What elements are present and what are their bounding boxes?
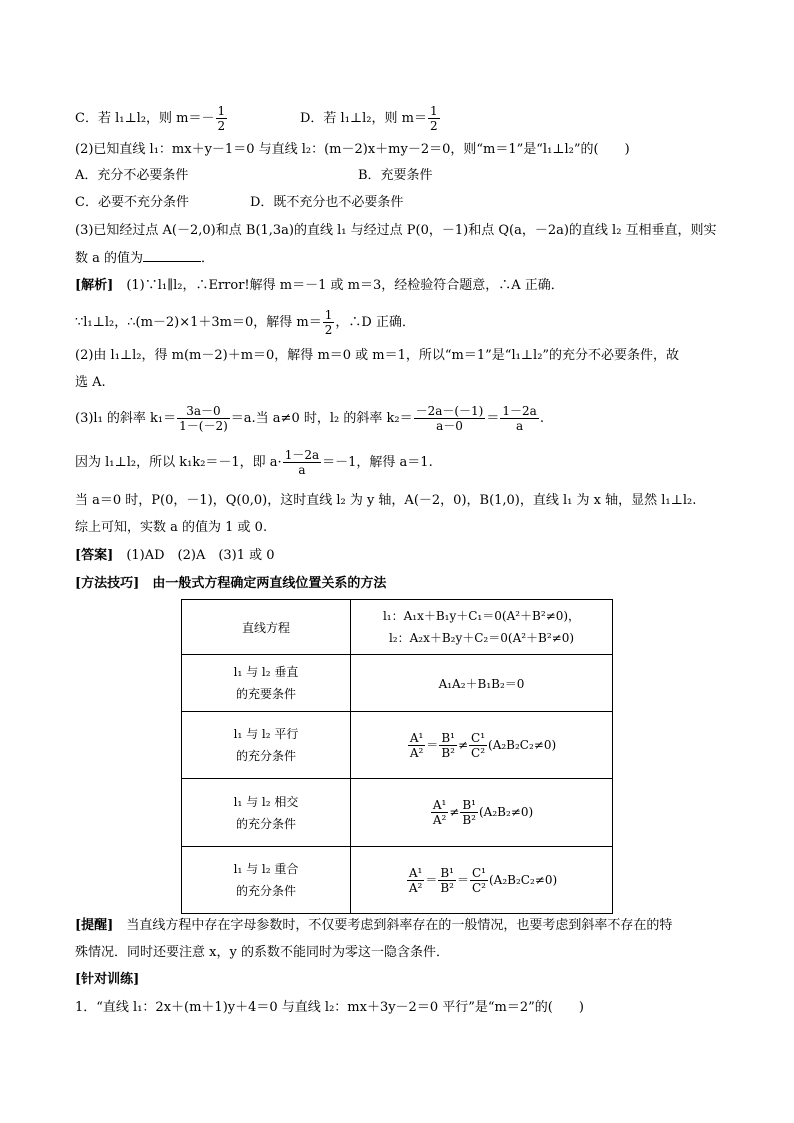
analysis-line-8: 综上可知，实数 a 的值为 1 或 0. (75, 520, 268, 535)
q1-option-d-fraction: $\frac{1}{2}$ (429, 104, 438, 133)
analysis-line-3: (2)由 l₁⊥l₂，得 m(m－2)＋m＝0，解得 m＝0 或 m＝1，所以“m＝1”是“l₁⊥l₂”的充分不必要条件，故 (75, 348, 680, 363)
q1-option-c-text: C．若 l₁⊥l₂，则 m＝－ (75, 111, 215, 126)
q2-option-a: A．充分不必要条件 (75, 168, 189, 183)
practice-question-1: 1．“直线 l₁：2x＋(m＋1)y＋4＝0 与直线 l₂：mx＋3y－2＝0 平行”是“m＝2”的( ) (75, 1000, 584, 1015)
q2-option-b: B．充要条件 (358, 168, 433, 183)
q3-stem-line1: (3)已知经过点 A(－2,0)和点 B(1,3a)的直线 l₁ 与经过点 P(0，－1)和点 Q(a，－2a)的直线 l₂ 互相垂直，则实 (75, 223, 717, 238)
q1-option-c-fraction: $\frac{1}{2}$ (217, 104, 226, 133)
analysis-line-4: 选 A. (75, 375, 106, 390)
answer-blank (143, 249, 201, 262)
q2-option-c: C．必要不充分条件 (75, 195, 189, 210)
table-header-row (182, 600, 613, 655)
analysis-line-5: (3)l₁ 的斜率 k₁＝ $\frac{3a-0}{1-(-2)}$ ＝a.当 a≠0 时，l₂ 的斜率 k₂＝ $\frac{-2a-(-1)}{a-0}$ ＝ $\frac{1-2a}{a}$ . (75, 404, 544, 433)
table-header-right: l₁：A₁x＋B₁y＋C₁＝0(A²＋B²≠0)， l₂：A₂x＋B₂y＋C₂＝0(A²＋B²≠0) (351, 600, 613, 655)
tip-tag: [提醒] (75, 918, 114, 933)
method-heading: [方法技巧] 由一般式方程确定两直线位置关系的方法 (75, 576, 387, 591)
analysis-tag: [解析] (75, 278, 114, 293)
answer-line: [答案] (1)AD (2)A (3)1 或 0 (75, 548, 275, 563)
analysis-line-2: ∵l₁⊥l₂，∴(m－2)×1＋3m＝0，解得 m＝ $\frac{1}{2}$ ，∴D 正确． (75, 308, 415, 337)
table-row: l₁ 与 l₂ 重合 的充分条件 $\frac{\text{A¹}}{\text{A²}}$ ＝ $\frac{\text{B¹}}{\text{B²}}$ ＝ $\frac{\text{C¹}}{\text{C²}}$ (A₂B₂C₂≠0) (182, 847, 613, 914)
analysis-line-1: [解析] (1)∵l₁∥l₂，∴Error!解得 m＝－1 或 m＝3，经检验符合题意，∴A 正确． (75, 278, 564, 293)
tip-line-1: [提醒] 当直线方程中存在字母参数时，不仅要考虑到斜率存在的一般情况，也要考虑到斜率不存在的特 (75, 918, 673, 933)
q2-option-d: D．既不充分也不必要条件 (250, 195, 404, 210)
answer-tag: [答案] (75, 548, 114, 563)
q2-stem: (2)已知直线 l₁：mx＋y－1＝0 与直线 l₂：(m－2)x＋my－2＝0，则“m＝1”是“l₁⊥l₂”的( ) (75, 142, 630, 157)
q1-option-c (75, 104, 228, 133)
analysis-line-7: 当 a＝0 时，P(0，－1)，Q(0,0)，这时直线 l₂ 为 y 轴，A(－2，0)，B(1,0)，直线 l₁ 为 x 轴，显然 l₁⊥l₂. (75, 493, 697, 508)
practice-heading: [针对训练] (75, 972, 140, 987)
table-header-left: 直线方程 (182, 600, 351, 655)
relation-table (181, 599, 613, 914)
q1-option-d (300, 104, 441, 133)
table-row: l₁ 与 l₂ 垂直 的充要条件 A₁A₂＋B₁B₂＝0 (182, 655, 613, 712)
q3-stem-line2: 数 a 的值为 ． (75, 251, 215, 266)
q1-option-d-text: D．若 l₁⊥l₂，则 m＝ (300, 111, 427, 126)
tip-line-2: 殊情况．同时还要注意 x，y 的系数不能同时为零这一隐含条件． (75, 945, 449, 960)
analysis-line-6: 因为 l₁⊥l₂，所以 k₁k₂＝－1，即 a· $\frac{1-2a}{a}$ ＝－1，解得 a＝1. (75, 448, 433, 477)
table-row: l₁ 与 l₂ 相交 的充分条件 $\frac{\text{A¹}}{\text{A²}}$ ≠ $\frac{\text{B¹}}{\text{B²}}$ (A₂B₂≠0) (182, 779, 613, 847)
method-tag: [方法技巧] (75, 576, 140, 591)
table-row: l₁ 与 l₂ 平行 的充分条件 $\frac{\text{A¹}}{\text{A²}}$ ＝ $\frac{\text{B¹}}{\text{B²}}$ ≠ $\frac{\text{C¹}}{\text{C²}}$ (A₂B₂C₂≠0) (182, 712, 613, 779)
